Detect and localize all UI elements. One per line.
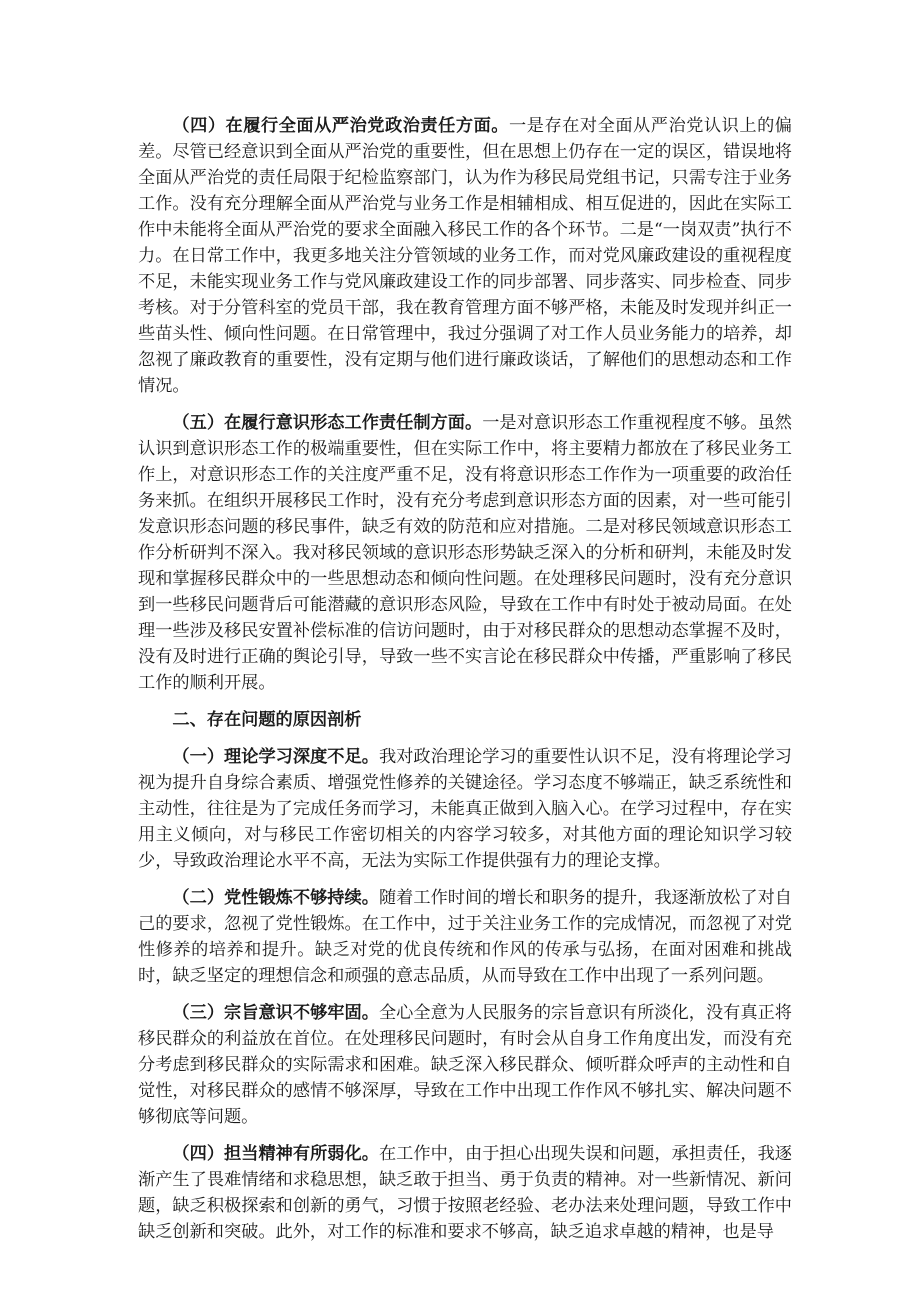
paragraph-reason-party-discipline — [138, 885, 792, 989]
paragraph-lead: （五）在履行意识形态工作责任制方面。 — [172, 413, 483, 433]
section-heading: 二、存在问题的原因剖析 — [172, 710, 362, 730]
paragraph-reason-responsibility-spirit — [138, 1141, 792, 1245]
paragraph-lead: （一）理论学习深度不足。 — [172, 747, 379, 767]
paragraph-body: 全心全意为人民服务的宗旨意识有所淡化，没有真正将移民群众的利益放在首位。在处理移民问题时，有时会从自身工作角度出发，而没有充分考虑到移民群众的实际需求和困难。缺乏深入移民群众、倾听群众呼声的主动性和自觉性，对移民群众的感情不够深厚，导致在工作中出现工作作风不够扎实、解决问题不够彻底等问题。 — [138, 1003, 792, 1127]
paragraph-lead: （三）宗旨意识不够牢固。 — [172, 1003, 379, 1023]
paragraph-reason-purpose-awareness — [138, 1000, 792, 1130]
paragraph-reason-theory-study — [138, 744, 792, 874]
paragraph-lead: （四）在履行全面从严治党政治责任方面。 — [172, 116, 510, 136]
paragraph-party-governance — [138, 113, 792, 399]
paragraph-lead: （四）担当精神有所弱化。 — [172, 1144, 379, 1164]
document-page — [138, 113, 792, 1256]
paragraph-body: 我对政治理论学习的重要性认识不足，没有将理论学习视为提升自身综合素质、增强党性修养的关键途径。学习态度不够端正，缺乏系统性和主动性，往往是为了完成任务而学习，未能真正做到入脑入心。在学习过程中，存在实用主义倾向，对与移民工作密切相关的内容学习较多，对其他方面的理论知识学习较少，导致政治理论水平不高，无法为实际工作提供强有力的理论支撑。 — [138, 747, 792, 871]
paragraph-ideology-responsibility — [138, 410, 792, 696]
paragraph-body: 随着工作时间的增长和职务的提升，我逐渐放松了对自己的要求，忽视了党性锻炼。在工作中，过于关注业务工作的完成情况，而忽视了对党性修养的培养和提升。缺乏对党的优良传统和作风的传承与弘扬，在面对困难和挑战时，缺乏坚定的理想信念和顽强的意志品质，从而导致在工作中出现了一系列问题。 — [138, 888, 792, 986]
paragraph-body: 在工作中，由于担心出现失误和问题，承担责任，我逐渐产生了畏难情绪和求稳思想，缺乏敢于担当、勇于负责的精神。对一些新情况、新问题，缺乏积极探索和创新的勇气，习惯于按照老经验、老办法来处理问题，导致工作中缺乏创新和突破。此外，对工作的标准和要求不够高，缺乏追求卓越的精神，也是导 — [138, 1144, 792, 1242]
paragraph-body: 一是存在对全面从严治党认识上的偏差。尽管已经意识到全面从严治党的重要性，但在思想上仍存在一定的误区，错误地将全面从严治党的责任局限于纪检监察部门，认为作为移民局党组书记，只需专注于业务工作。没有充分理解全面从严治党与业务工作是相辅相成、相互促进的，因此在实际工作中未能将全面从严治党的要求全面融入移民工作的各个环节。二是“一岗双责”执行不力。在日常工作中，我更多地关注分管领域的业务工作，而对党风廉政建设的重视程度不足，未能实现业务工作与党风廉政建设工作的同步部署、同步落实、同步检查、同步考核。对于分管科室的党员干部，我在教育管理方面不够严格，未能及时发现并纠正一些苗头性、倾向性问题。在日常管理中，我过分强调了对工作人员业务能力的培养，却忽视了廉政教育的重要性，没有定期与他们进行廉政谈话，了解他们的思想动态和工作情况。 — [138, 116, 792, 396]
paragraph-lead: （二）党性锻炼不够持续。 — [172, 888, 379, 908]
paragraph-body: 一是对意识形态工作重视程度不够。虽然认识到意识形态工作的极端重要性，但在实际工作中，将主要精力都放在了移民业务工作上，对意识形态工作的关注度严重不足，没有将意识形态工作作为一项重要的政治任务来抓。在组织开展移民工作时，没有充分考虑到意识形态方面的因素，对一些可能引发意识形态问题的移民事件，缺乏有效的防范和应对措施。二是对移民领域意识形态工作分析研判不深入。我对移民领域的意识形态形势缺乏深入的分析和研判，未能及时发现和掌握移民群众中的一些思想动态和倾向性问题。在处理移民问题时，没有充分意识到一些移民问题背后可能潜藏的意识形态风险，导致在工作中有时处于被动局面。在处理一些涉及移民安置补偿标准的信访问题时，由于对移民群众的思想动态掌握不及时，没有及时进行正确的舆论引导，导致一些不实言论在移民群众中传播，严重影响了移民工作的顺利开展。 — [138, 413, 792, 693]
